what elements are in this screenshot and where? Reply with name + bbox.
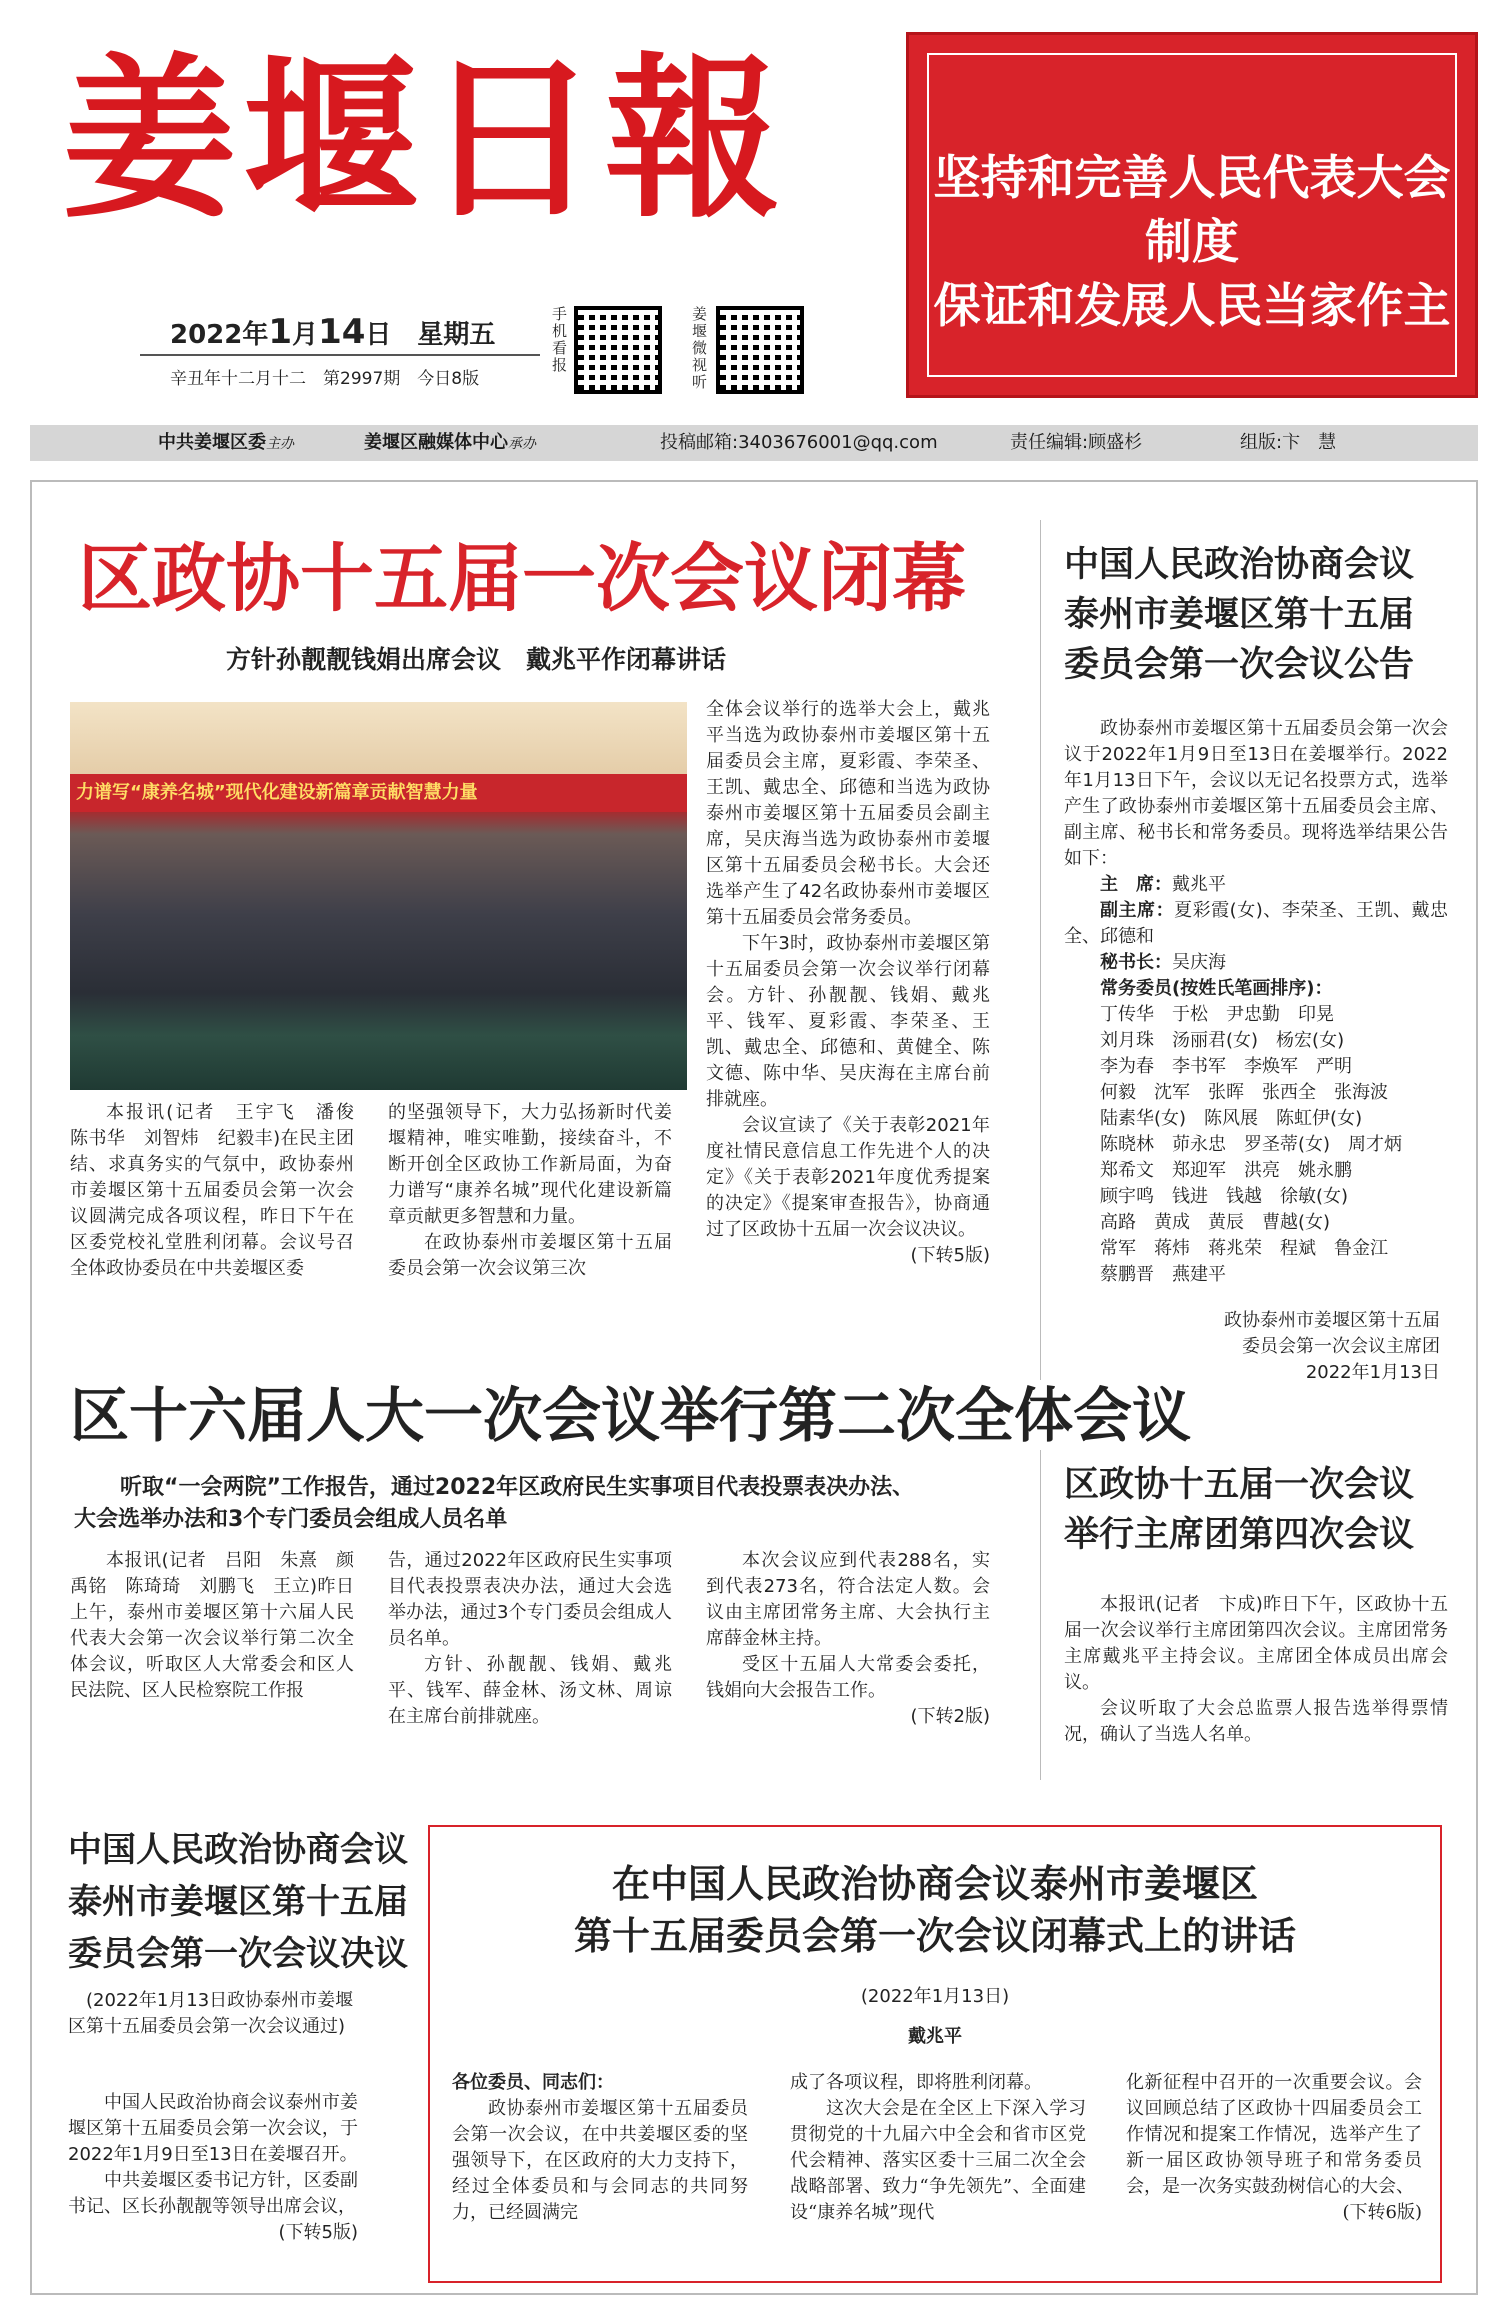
- organizer-name: 姜堰区融媒体中心: [364, 432, 508, 453]
- speech-date: (2022年1月13日): [860, 1986, 1010, 2007]
- date-day: 14: [318, 312, 366, 352]
- speech-col3-text: 化新征程中召开的一次重要会议。会议回顾总结了区政协十四届委员会工作情况和提案工作情况，选举产生了新一届区政协领导班子和常务委员会，是一次务实鼓劲树信心的大会、: [1126, 2072, 1422, 2197]
- article4-title-line2: 泰州市姜堰区第十五届: [68, 1882, 408, 1922]
- notice-title-line2: 泰州市姜堰区第十五届: [1064, 594, 1415, 635]
- article2-col2: [388, 1548, 672, 1730]
- notice-title[interactable]: [1064, 540, 1414, 690]
- notice-signature: [1064, 1308, 1440, 1386]
- notice-body: [1064, 716, 1448, 1288]
- date-line: 2022年1月14日 星期五: [170, 312, 496, 352]
- speech-title-line2: 第十五届委员会第一次会议闭幕式上的讲话: [573, 1913, 1296, 1958]
- speech-col2b-text: 这次大会是在全区上下深入学习贯彻党的十九届六中全会和省市区党代会精神、落实区委十三届二次全会战略部署、致力“争先领先”、全面建设“康养名城”现代: [790, 2098, 1086, 2223]
- date-year: 2022: [170, 320, 243, 350]
- article3-title[interactable]: [1064, 1460, 1414, 1560]
- speech-continue[interactable]: (下转6版): [1342, 2202, 1422, 2223]
- layout-editor: 组版:卞 慧: [1240, 432, 1337, 453]
- article4-note: [68, 1988, 358, 2040]
- photo-banner: 力谱写“康养名城”现代化建设新篇章贡献智慧力量: [70, 774, 687, 812]
- article1-subtitle: 方针孙靓靓钱娟出席会议 戴兆平作闭幕讲话: [226, 645, 727, 674]
- article2-col2b-text: 方针、孙靓靓、钱娟、戴兆平、钱军、薛金林、汤文林、周谅在主席台前排就座。: [388, 1654, 672, 1727]
- article1-col3-text: 全体会议举行的选举大会上，戴兆平当选为政协泰州市姜堰区第十五届委员会主席，夏彩霞、李荣圣、王凯、戴忠全、邱德和当选为政协泰州市姜堰区第十五届委员会副主席，吴庆海当选为政协泰州市姜堰区第十五届委员会秘书长。大会还选举产生了42名政协泰州市姜堰区第十五届委员会常务委员。: [706, 699, 990, 928]
- article3-body: [1064, 1592, 1448, 1748]
- notice-vice-label: 副主席：: [1100, 900, 1175, 921]
- slogan-inner: [927, 53, 1457, 377]
- article2-col2-text: 告，通过2022年区政府民生实事项目代表投票表决办法，通过大会选举办法，通过3个专门委员会组成人员名单。: [388, 1550, 672, 1649]
- info-bar: [30, 425, 1478, 461]
- sponsor-role: 主办: [266, 436, 294, 452]
- speech-title-line1: 在中国人民政治协商会议泰州市姜堰区: [611, 1861, 1258, 1906]
- notice-body-text: 政协泰州市姜堰区第十五届委员会第一次会议于2022年1月9日至13日在姜堰举行。2022年1月13日下午，会议以无记名投票方式，选举产生了政协泰州市姜堰区第十五届委员会主席、副主席、秘书长和常务委员。现将选举结果公告如下：: [1064, 718, 1448, 869]
- qr1-label: 手机看报: [552, 305, 568, 374]
- email[interactable]: 投稿邮箱:3403676001@qq.com: [660, 432, 938, 453]
- notice-sec: 吴庆海: [1172, 952, 1226, 973]
- sponsor-name: 中共姜堰区委: [158, 432, 266, 453]
- article4-body2: 中共姜堰区委书记方针，区委副书记、区长孙靓靓等领导出席会议，: [68, 2170, 358, 2217]
- article2-col1-text: 本报讯(记者 吕阳 朱熹 颜禹铭 陈琦琦 刘鹏飞 王立)昨日上午，泰州市姜堰区第十六届人民代表大会第一次会议举行第二次全体会议，听取区人大常委会和区人民法院、区人民检察院工作报: [70, 1550, 354, 1701]
- speech-greeting: 各位委员、同志们：: [452, 2072, 614, 2093]
- article2-col3-text: 本次会议应到代表288名，实到代表273名，符合法定人数。会议由主席团常务主席、大会执行主席薛金林主持。: [706, 1550, 990, 1649]
- article2-subtitle: [74, 1472, 915, 1536]
- meeting-photo: [70, 702, 687, 1090]
- article1-col2b-text: 在政协泰州市姜堰区第十五届委员会第一次会议第三次: [388, 1232, 672, 1279]
- article1-col2-text: 的坚强领导下，大力弘扬新时代姜堰精神，唯实唯勤，接续奋斗，不断开创全区政协工作新局面，为奋力谱写“康养名城”现代化建设新篇章贡献更多智慧和力量。: [388, 1102, 672, 1227]
- date-month: 1: [268, 312, 293, 352]
- date-weekday: 星期五: [417, 320, 496, 350]
- notice-chair: 戴兆平: [1172, 874, 1226, 895]
- column-divider-right: [1040, 520, 1041, 1380]
- notice-title-line1: 中国人民政治协商会议: [1064, 544, 1415, 585]
- article2-subtitle-line1: 听取“一会两院”工作报告，通过2022年区政府民生实事项目代表投票表决办法、: [120, 1475, 915, 1500]
- column-divider-right-2: [1040, 1450, 1041, 1780]
- slogan-box: [906, 32, 1478, 398]
- speech-title[interactable]: [428, 1858, 1442, 1962]
- article4-body: [68, 2090, 358, 2246]
- article2-col3: [706, 1548, 990, 1730]
- article3-title-line1: 区政协十五届一次会议: [1064, 1464, 1415, 1505]
- article4-title[interactable]: [68, 1824, 408, 1980]
- article4-note-text: (2022年1月13日政协泰州市姜堰区第十五届委员会第一次会议通过): [68, 1990, 354, 2037]
- notice-sign1: 政协泰州市姜堰区第十五届: [1224, 1310, 1440, 1331]
- date-divider: [140, 354, 540, 356]
- sponsor: [158, 425, 294, 462]
- article2-col3b-text: 受区十五届人大常委会委托，钱娟向大会报告工作。: [706, 1654, 990, 1701]
- article4-title-line1: 中国人民政治协商会议: [68, 1830, 408, 1870]
- article1-title[interactable]: 区政协十五届一次会议闭幕: [78, 536, 966, 622]
- speech-col1: [452, 2070, 748, 2226]
- article1-col1-text: 本报讯(记者 王宇飞 潘俊 陈书华 刘智炜 纪毅丰)在民主团结、求真务实的气氛中，政协泰州市姜堰区第十五届委员会第一次会议圆满完成各项议程，昨日下午在区委党校礼堂胜利闭幕。会议号召全体政协委员在中共姜堰区委: [70, 1102, 372, 1279]
- notice-vice: 夏彩霞(女)、李荣圣、王凯、戴忠全、邱德和: [1064, 900, 1449, 947]
- article4-title-line3: 委员会第一次会议决议: [68, 1934, 408, 1974]
- article3-title-line2: 举行主席团第四次会议: [1064, 1514, 1415, 1555]
- qr-code-video[interactable]: [716, 306, 804, 394]
- speech-col3: [1126, 2070, 1422, 2226]
- speech-author: 戴兆平: [908, 2026, 962, 2047]
- article2-subtitle-line2: 大会选举办法和3个专门委员会组成人员名单: [74, 1507, 508, 1532]
- notice-sign3: 2022年1月13日: [1305, 1362, 1440, 1383]
- notice-standing-label: 常务委员(按姓氏笔画排序)：: [1100, 978, 1333, 999]
- editor: 责任编辑:顾盛杉: [1010, 432, 1143, 453]
- article1-col1: [70, 1100, 372, 1282]
- speech-col2-text: 成了各项议程，即将胜利闭幕。: [790, 2072, 1042, 2093]
- slogan-line1: 坚持和完善人民代表大会制度: [933, 151, 1451, 270]
- article1-col3: [706, 697, 990, 1269]
- article4-body1: 中国人民政治协商会议泰州市姜堰区第十五届委员会第一次会议，于2022年1月9日至13日在姜堰召开。: [68, 2092, 358, 2165]
- article2-col1: [70, 1548, 354, 1704]
- slogan-line2: 保证和发展人民当家作主: [933, 279, 1451, 334]
- speech-col2: [790, 2070, 1086, 2226]
- notice-sec-label: 秘书长：: [1100, 952, 1172, 973]
- lunar-line: 辛丑年十二月十二 第2997期 今日8版: [170, 369, 480, 389]
- qr2-label: 姜堰微视听: [692, 305, 708, 391]
- article3-body1: 本报讯(记者 卞成)昨日下午，区政协十五届一次会议举行主席团第四次会议。主席团常务主席戴兆平主持会议。主席团全体成员出席会议。: [1064, 1594, 1448, 1693]
- article3-body2: 会议听取了大会总监票人报告选举得票情况，确认了当选人名单。: [1064, 1698, 1448, 1745]
- notice-chair-label: 主 席：: [1100, 874, 1172, 895]
- qr-code-paper[interactable]: [574, 306, 662, 394]
- speech-col1-text: 政协泰州市姜堰区第十五届委员会第一次会议，在中共姜堰区委的坚强领导下，在区政府的大力支持下，经过全体委员和与会同志的共同努力，已经圆满完: [452, 2098, 748, 2223]
- article1-col2: [388, 1100, 672, 1282]
- notice-standing-list: 丁传华 于松 尹忠勤 印晃 刘月珠 汤丽君(女) 杨宏(女) 李为春 李书军 李焕军 严明 何毅 沈军 张晖 张西全 张海波 陆素华(女) 陈风展 陈虹伊(女) 陈晓林 茆永忠 罗圣蒂(女) 周才炳 郑希文 郑迎军 洪亮 姚永鹏 顾宇鸣 钱进 钱越 徐敏(女) 高路 黄成 黄辰 曹越(女) 常军 蒋炜 蒋兆荣 程斌 鲁金江 蔡鹏晋 燕建平: [1100, 1004, 1403, 1285]
- notice-sign2: 委员会第一次会议主席团: [1242, 1336, 1440, 1357]
- organizer-role: 承办: [508, 436, 536, 452]
- organizer: [364, 425, 536, 462]
- article1-col3c-text: 会议宣读了《关于表彰2021年度社情民意信息工作先进个人的决定》《关于表彰2021年度优秀提案的决定》《提案审查报告》，协商通过了区政协十五届一次会议决议。: [706, 1115, 990, 1240]
- article1-continue[interactable]: (下转5版): [910, 1245, 990, 1266]
- article2-title[interactable]: 区十六届人大一次会议举行第二次全体会议: [70, 1381, 1192, 1450]
- article1-col3b-text: 下午3时，政协泰州市姜堰区第十五届委员会第一次会议举行闭幕会。方针、孙靓靓、钱娟、戴兆平、钱军、夏彩霞、李荣圣、王凯、戴忠全、邱德和、黄健全、陈文德、陈中华、吴庆海在主席台前排就座。: [706, 933, 990, 1110]
- article4-continue[interactable]: (下转5版): [278, 2222, 358, 2243]
- article2-continue[interactable]: (下转2版): [910, 1706, 990, 1727]
- notice-title-line3: 委员会第一次会议公告: [1064, 644, 1415, 685]
- masthead-title: 姜堰日報: [62, 37, 786, 242]
